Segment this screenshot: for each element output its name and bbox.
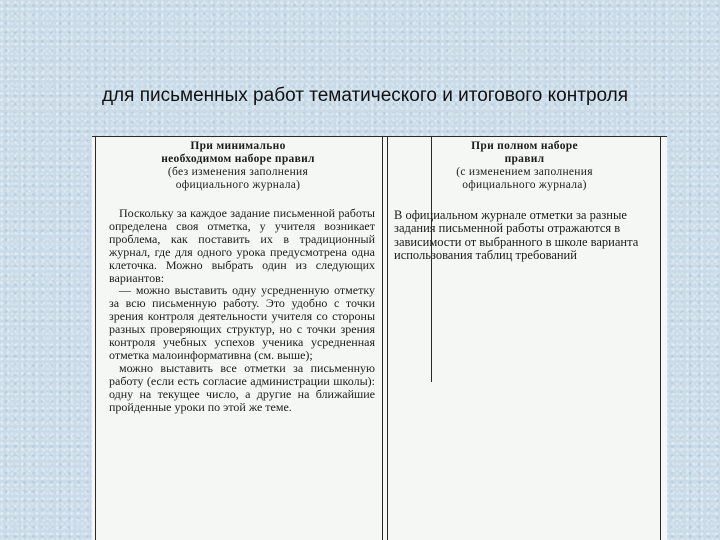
- left-paragraph-2: — можно выставить одну усредненную отметку за всю письменную работу. Это удобно с точки зрения контроля деятельности учителя со стороны разных проверяющих структур, но с точки зрения контроля учебных успехов ученика усредненная отметка малоинформативна (см. выше);: [109, 283, 375, 362]
- left-header-line-1: При минимально: [190, 140, 286, 152]
- left-paragraph-1: Поскольку за каждое задание письменной работы определена своя отметка, у учителя возникает проблема, как поставить их в традиционный журнал, где для одного урока предусмотрена одна клеточка. Можно выбрать один из следующих вариантов:: [109, 206, 375, 285]
- left-column-header: [108, 140, 368, 192]
- scanned-table: [92, 136, 667, 540]
- right-header-line-3: (с изменением заполнения: [456, 166, 593, 178]
- left-header-line-2: необходимом наборе правил: [161, 153, 315, 165]
- right-header-line-1: При полном наборе: [471, 140, 578, 152]
- page-title: для письменных работ тематического и итогового контроля: [101, 85, 629, 106]
- left-header-line-4: официального журнала): [175, 179, 301, 191]
- right-header-line-4: официального журнала): [462, 179, 587, 191]
- left-header-line-3: (без изменения заполнения: [167, 166, 309, 178]
- left-column-body: [109, 207, 375, 414]
- right-column-header: [397, 140, 652, 192]
- right-paragraph: В официальном журнале отметки за разные задания письменной работы отражаются в зависимости от выбранного в школе варианта использования таблиц требований: [394, 208, 639, 263]
- left-paragraph-3: можно выставить все отметки за письменную работу (если есть согласие администрации школы): одну на текущее число, а другие на ближайшие пройденные уроки по этой же теме.: [109, 360, 375, 414]
- column-divider-second: [387, 136, 388, 540]
- table-right-rule: [660, 136, 661, 540]
- right-header-line-2: правил: [504, 153, 545, 165]
- right-column-body: [394, 209, 656, 263]
- table-top-rule: [92, 136, 667, 137]
- table-left-rule: [95, 136, 96, 540]
- column-divider: [382, 136, 383, 540]
